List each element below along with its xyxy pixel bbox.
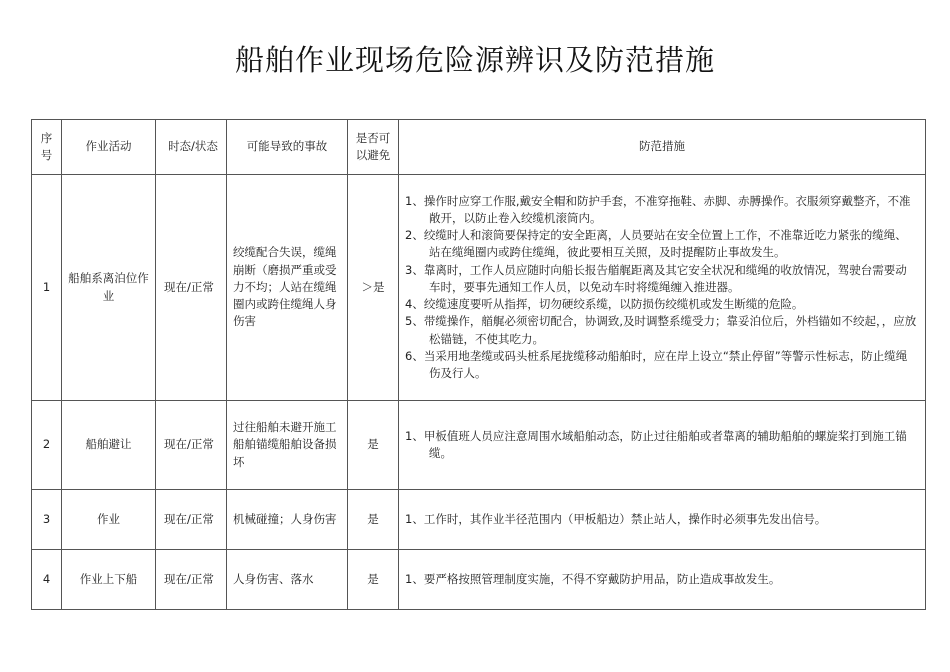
measure-item: 2、绞缆时人和滚筒要保持定的安全距离，人员要站在安全位置上工作，不准靠近吃力紧张的缆绳、站在缆绳圈内或跨住缆绳，彼此要相互关照，及时提醒防止事故发生。 — [405, 228, 907, 260]
row-activity: 船舶避让 — [62, 401, 156, 490]
table-row — [32, 175, 926, 401]
row-avoidable: 是 — [348, 550, 399, 610]
row-activity: 作业 — [62, 490, 156, 550]
row-accident: 人身伤害、落水 — [227, 550, 348, 610]
table-row — [32, 550, 926, 610]
header-activity: 作业活动 — [62, 120, 156, 175]
header-seq: 序号 — [32, 120, 62, 175]
measure-item: 4、绞缆速度要听从指挥，切勿硬绞系缆，以防损伤绞缆机或发生断缆的危险。 — [405, 297, 804, 312]
row-avoidable: 是 — [348, 401, 399, 490]
header-avoidable: 是否可以避免 — [348, 120, 399, 175]
row-accident: 过往船舶未避开施工船舶锚缆船舶设备损坏 — [227, 401, 348, 490]
row-avoidable: ＞是 — [348, 175, 399, 401]
hazard-table — [31, 119, 926, 610]
header-measures: 防范措施 — [399, 120, 926, 175]
row-measures — [399, 175, 926, 401]
row-activity: 船舶系离泊位作业 — [62, 175, 156, 401]
header-accident: 可能导致的事故 — [227, 120, 348, 175]
measure-item: 1、甲板值班人员应注意周围水域船舶动态，防止过往船舶或者靠离的辅助船舶的螺旋桨打到施工锚缆。 — [405, 428, 907, 460]
row-activity: 作业上下船 — [62, 550, 156, 610]
measure-list — [405, 511, 917, 528]
row-seq: 2 — [32, 401, 62, 490]
row-measures — [399, 550, 926, 610]
measure-item: 3、靠离时，工作人员应随时向船长报告艏艉距离及其它安全状况和缆绳的收放情况，驾驶台需要动车时，要事先通知工作人员，以免动车时将缆绳缠入推进器。 — [405, 262, 907, 294]
table-row — [32, 401, 926, 490]
row-measures — [399, 490, 926, 550]
measure-list — [405, 571, 917, 588]
header-state: 时态/状态 — [156, 120, 227, 175]
measure-list — [405, 428, 917, 463]
measure-item: 6、当采用地垄缆或码头桩系尾拢缆移动船舶时，应在岸上设立“禁止停留”等警示性标志，防止缆绳伤及行人。 — [405, 348, 908, 381]
row-state: 现在/正常 — [156, 550, 227, 610]
row-state: 现在/正常 — [156, 401, 227, 490]
row-seq: 4 — [32, 550, 62, 610]
page-title: 船舶作业现场危险源辨识及防范措施 — [234, 43, 715, 77]
row-seq: 1 — [32, 175, 62, 401]
measure-item: 1、要严格按照管理制度实施，不得不穿戴防护用品，防止造成事故发生。 — [405, 571, 781, 586]
row-avoidable: 是 — [348, 490, 399, 550]
row-accident: 绞缆配合失误，缆绳崩断（磨损严重或受力不均；人站在缆绳圈内或跨住缆绳人身伤害 — [227, 175, 348, 401]
row-accident: 机械碰撞；人身伤害 — [227, 490, 348, 550]
measure-item: 1、操作时应穿工作服,戴安全帽和防护手套，不准穿拖鞋、赤脚、赤膊操作。衣服须穿戴整齐，不准敞开，以防止卷入绞缆机滚筒内。 — [405, 193, 911, 225]
row-state: 现在/正常 — [156, 490, 227, 550]
measure-list — [405, 193, 917, 383]
row-measures — [399, 401, 926, 490]
row-state: 现在/正常 — [156, 175, 227, 401]
measure-item: 1、工作时，其作业半径范围内（甲板船边）禁止站人，操作时必须事先发出信号。 — [405, 511, 827, 526]
table-row — [32, 490, 926, 550]
measure-item: 5、带缆操作，艏艉必须密切配合，协调致,及时调整系缆受力；靠妥泊位后，外档锚如不绞起，，应放松锚链，不使其吃力。 — [405, 314, 917, 346]
row-seq: 3 — [32, 490, 62, 550]
table-header-row — [32, 120, 926, 175]
